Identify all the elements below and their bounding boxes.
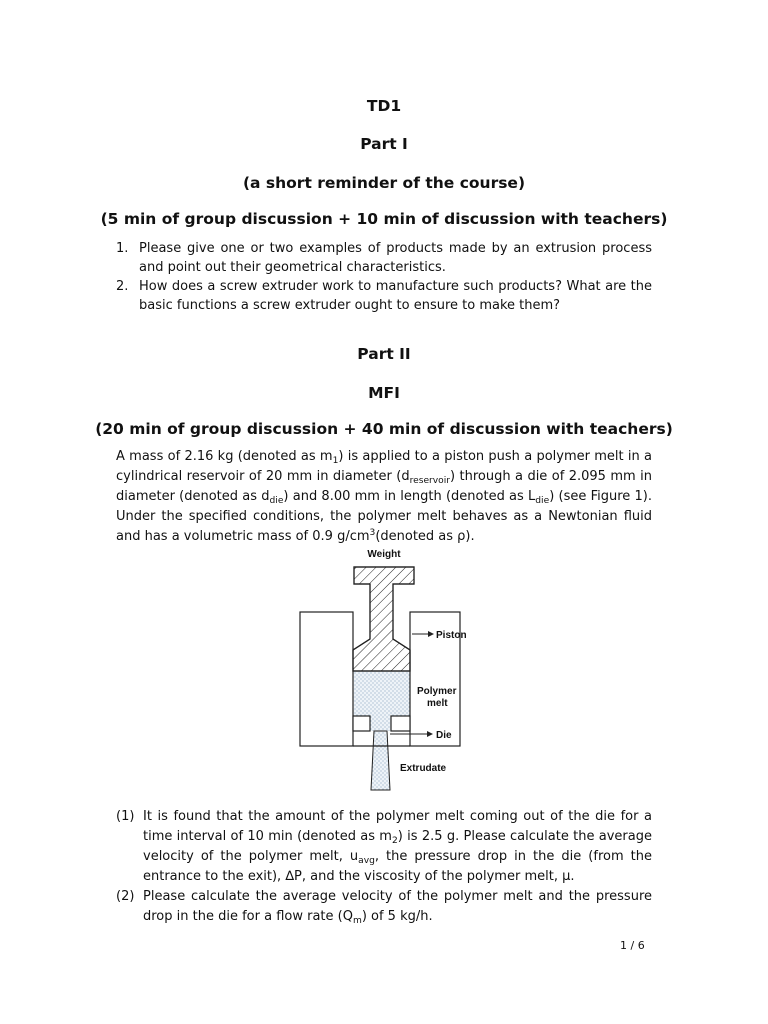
die-melt-region bbox=[370, 716, 391, 731]
figure-label-piston: Piston bbox=[436, 630, 467, 641]
part2-subtitle: MFI bbox=[368, 384, 400, 402]
part1-question-list bbox=[116, 239, 652, 315]
barrel-left-wall bbox=[300, 612, 353, 746]
polymer-melt-region bbox=[353, 671, 410, 716]
question-number: 2. bbox=[116, 279, 129, 294]
part1-timing: (5 min of group discussion + 10 min of discussion with teachers) bbox=[100, 210, 668, 228]
text-run: (denoted as ρ). bbox=[375, 529, 475, 544]
part2-question-2 bbox=[116, 887, 652, 927]
piston-weight-body bbox=[353, 567, 414, 671]
extrudate-strand bbox=[371, 731, 390, 790]
part2-timing: (20 min of group discussion + 40 min of discussion with teachers) bbox=[95, 420, 673, 438]
page-number: 1 / 6 bbox=[620, 939, 645, 952]
subscript: die bbox=[269, 496, 284, 506]
subscript: die bbox=[535, 496, 550, 506]
part2-question-1 bbox=[116, 807, 652, 887]
text-run: A mass of 2.16 kg (denoted as m bbox=[116, 449, 333, 464]
text-run: , the pressure drop in the die (from the entrance to the exit), ∆P, and the viscosity of the polymer melt, µ. bbox=[143, 849, 652, 884]
text-run: ) (see Figure 1). Under the specified conditions, the polymer melt behaves as a Newtonian fluid and has a volumetric mass of 0.9 g/cm bbox=[116, 489, 652, 544]
figure-label-melt: melt bbox=[427, 698, 448, 709]
document-title: TD1 bbox=[366, 97, 402, 115]
text-run: ) of 5 kg/h. bbox=[361, 909, 433, 924]
text-run: It is found that the amount of the polymer melt coming out of the die for a time interval of 10 min (denoted as m bbox=[143, 809, 652, 844]
subscript: reservoir bbox=[409, 476, 451, 486]
text-run: Please calculate the average velocity of the polymer melt and the pressure drop in the die for a flow rate (Q bbox=[143, 889, 652, 924]
question-text: How does a screw extruder work to manufacture such products? What are the basic functions a screw extruder ought to ensure to make them? bbox=[139, 279, 652, 313]
die-block-right bbox=[391, 716, 410, 731]
figure-label-polymer: Polymer bbox=[417, 686, 457, 697]
question-number: 1. bbox=[116, 241, 129, 256]
subscript: avg bbox=[358, 856, 375, 866]
text-run: ) and 8.00 mm in length (denoted as L bbox=[283, 489, 536, 504]
text-run: ) is applied to a piston push a polymer melt in a cylindrical reservoir of 20 mm in diameter (d bbox=[116, 449, 653, 484]
figure-label-die: Die bbox=[436, 730, 452, 741]
die-block-left bbox=[353, 716, 370, 731]
superscript: 3 bbox=[369, 528, 376, 538]
question-number: (1) bbox=[116, 809, 135, 824]
part1-question-1 bbox=[116, 239, 652, 277]
question-text: Please give one or two examples of products made by an extrusion process and point out their geometrical characteristics. bbox=[139, 241, 652, 275]
problem-statement bbox=[116, 447, 652, 547]
text-run: ) through a die of 2.095 mm in diameter (denoted as d bbox=[116, 469, 652, 504]
subscript: m bbox=[352, 916, 362, 926]
figure-label-weight: Weight bbox=[367, 549, 401, 560]
subscript: 2 bbox=[391, 836, 398, 846]
part2-question-list bbox=[116, 807, 652, 927]
part1-question-2 bbox=[116, 277, 652, 315]
part1-subtitle: (a short reminder of the course) bbox=[242, 174, 526, 192]
figure-label-extrudate: Extrudate bbox=[400, 763, 447, 774]
text-run: ) is 2.5 g. Please calculate the average velocity of the polymer melt, u bbox=[143, 829, 652, 864]
part2-heading: Part II bbox=[357, 345, 411, 363]
part1-heading: Part I bbox=[360, 135, 408, 153]
mfi-apparatus-figure bbox=[290, 544, 480, 794]
question-number: (2) bbox=[116, 889, 135, 904]
subscript: 1 bbox=[332, 456, 339, 466]
